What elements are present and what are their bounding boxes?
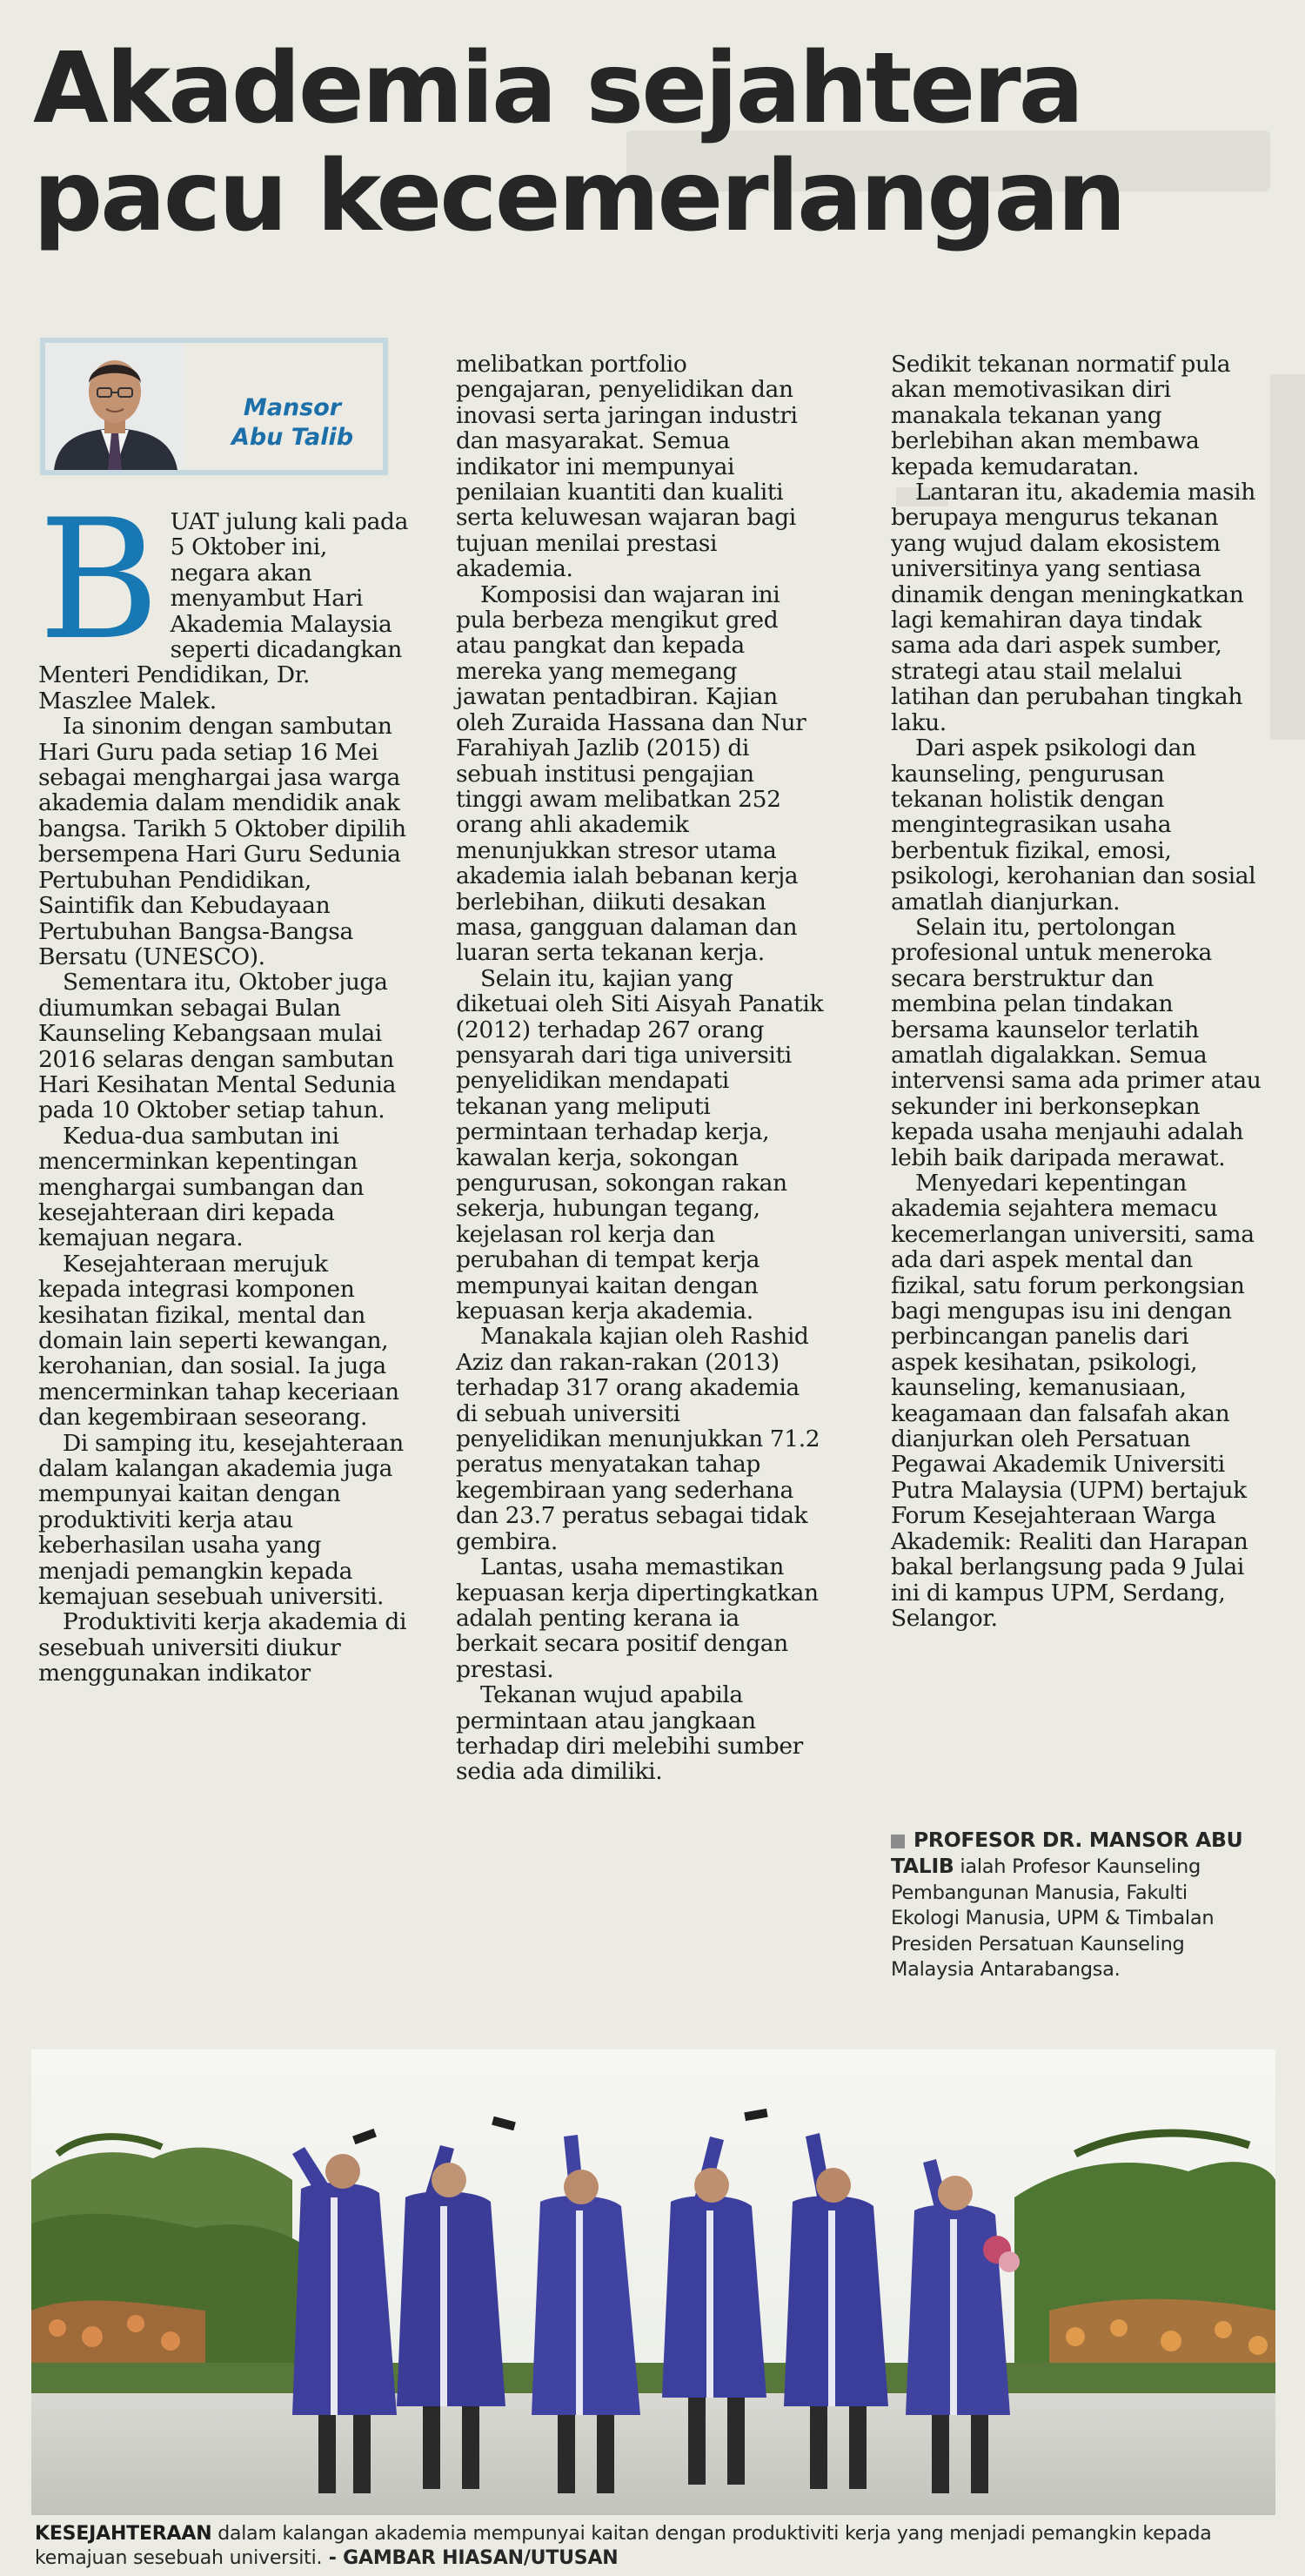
paragraph: Lantas, usaha memastikan kepuasan kerja dipertingkatkan adalah penting kerana ia berkait secara positif dengan prestasi. xyxy=(456,1553,819,1683)
paragraph: Selain itu, pertolongan profesional untuk meneroka secara berstruktur dan membina pelan tindakan bersama kaunselor terlatih amatlah digalakkan. Semua intervensi sama ada primer atau sekunder ini berkonsepkan kepada usaha menjauhi adalah lebih baik daripada merawat. xyxy=(891,913,1262,1171)
paragraph: Tekanan wujud apabila permintaan atau jangkaan terhadap diri melebihi sumber sedia ada dimiliki. xyxy=(456,1681,803,1786)
graduation-photo xyxy=(31,2049,1275,2515)
paragraph: Selain itu, kajian yang diketuai oleh Siti Aisyah Panatik (2012) terhadap 267 orang pensyarah dari tiga universiti penyelidikan mendapati tekanan yang meliputi permintaan terhadap kerja, kawalan kerja, sokongan pengurusan, sokongan rakan sekerja, hubungan tegang, kejelasan rol kerja dan perubahan di tempat kerja mempunyai kaitan dengan kepuasan kerja akademia. xyxy=(456,964,824,1325)
column-2 xyxy=(456,352,826,1785)
author-name xyxy=(205,393,379,453)
drop-cap: B xyxy=(38,484,160,676)
bio-text: ialah Profesor Kaunseling Pembangunan Manusia, Fakulti Ekologi Manusia, UPM & Timbalan Presiden Persatuan Kaunseling Malaysia Antarabangsa. xyxy=(891,1855,1215,1982)
caption-text: dalam kalangan akademia mempunyai kaitan dengan produktiviti kerja yang menjadi pemangkin kepada kemajuan sesebuah universiti. xyxy=(35,2523,1212,2569)
paragraph: Ia sinonim dengan sambutan Hari Guru pada setiap 16 Mei sebagai menghargai jasa warga akademia dalam mendidik anak bangsa. Tarikh 5 Oktober dipilih bersempena Hari Guru Sedunia Pertubuhan Pendidikan, Saintifik dan Kebudayaan Pertubuhan Bangsa-Bangsa Bersatu (UNESCO). xyxy=(38,713,406,970)
author-name-line-1: Mansor xyxy=(243,394,342,421)
paragraph: Sementara itu, Oktober juga diumumkan sebagai Bulan Kaunseling Kebangsaan mulai 2016 selaras dengan sambutan Hari Kesihatan Mental Sedunia pada 10 Oktober setiap tahun. xyxy=(38,969,396,1124)
paragraph: Lantaran itu, akademia masih berupaya mengurus tekanan yang wujud dalam ekosistem universitinya yang sentiasa dinamik dengan meningkatkan lagi kemahiran daya tindak sama ada dari aspek sumber, strategi atau stail melalui latihan dan perubahan tingkah laku. xyxy=(891,479,1255,736)
column-3 xyxy=(891,352,1262,1631)
paragraph: Manakala kajian oleh Rashid Aziz dan rakan-rakan (2013) terhadap 317 orang akademia di sebuah universiti penyelidikan menunjukkan 71.2 peratus menyatakan tahap kegembiraan yang sederhana dan 23.7 peratus sebagai tidak gembira. xyxy=(456,1323,820,1555)
author-name-line-2: Abu Talib xyxy=(231,424,354,451)
paragraph: Produktiviti kerja akademia di sesebuah universiti diukur menggunakan indikator xyxy=(38,1608,407,1687)
headline xyxy=(33,32,1277,253)
caption-credit: - GAMBAR HIASAN/UTUSAN xyxy=(322,2547,619,2569)
author-portrait xyxy=(45,343,184,470)
bio-marker xyxy=(891,1835,905,1848)
byline-box xyxy=(40,338,388,475)
paragraph: Di samping itu, kesejahteraan dalam kalangan akademia juga mempunyai kaitan dengan produktiviti kerja atau keberhasilan usaha yang menjadi pemangkin kepada kemajuan sesebuah universiti. xyxy=(38,1429,404,1611)
headline-line-2: pacu kecemerlangan xyxy=(33,140,1124,253)
headline-line-1: Akademia sejahtera xyxy=(33,32,1082,145)
paragraph: BUAT julung kali pada 5 Oktober ini, negara akan menyambut Hari Akademia Malaysia seperti dicadangkan Menteri Pendidikan, Dr. Maszlee Malek. xyxy=(38,484,408,714)
paragraph: Dari aspek psikologi dan kaunseling, pengurusan tekanan holistik dengan mengintegrasikan usaha berbentuk fizikal, emosi, psikologi, kerohanian dan sosial amatlah dianjurkan. xyxy=(891,735,1256,916)
paragraph: Sedikit tekanan normatif pula akan memotivasikan diri manakala tekanan yang berlebihan akan membawa kepada kemudaratan. xyxy=(891,351,1231,480)
paragraph: Menyedari kepentingan akademia sejahtera memacu kecemerlangan universiti, sama ada dari aspek mental dan fizikal, satu forum perkongsian bagi mengupas isu ini dengan perbincangan panelis dari aspek kesihatan, psikologi, kaunseling, kemanusiaan, keagamaan dan falsafah akan dianjurkan oleh Persatuan Pegawai Akademik Universiti Putra Malaysia (UPM) bertajuk Forum Kesejahteraan Warga Akademik: Realiti dan Harapan bakal berlangsung pada 9 Julai ini di kampus UPM, Serdang, Selangor. xyxy=(891,1170,1255,1632)
paragraph: melibatkan portfolio pengajaran, penyelidikan dan inovasi serta jaringan industri dan masyarakat. Semua indikator ini mempunyai penilaian kuantiti dan kualiti serta keluwesan wajaran bagi tujuan menilai prestasi akademia. xyxy=(456,351,798,583)
paragraph: Kesejahteraan merujuk kepada integrasi komponen kesihatan fizikal, mental dan domain lain seperti kewangan, kerohanian, dan sosial. Ia juga mencerminkan tahap keceriaan dan kegembiraan seseorang. xyxy=(38,1250,399,1432)
photo-caption xyxy=(35,2522,1279,2571)
paragraph: Kedua-dua sambutan ini mencerminkan kepentingan menghargai sumbangan dan kesejahteraan diri kepada kemajuan negara. xyxy=(38,1122,365,1252)
column-1 xyxy=(38,484,409,1687)
author-bio xyxy=(891,1828,1262,1982)
bio-name: PROFESOR DR. MANSOR ABU TALIB xyxy=(891,1828,1243,1879)
paragraph: Komposisi dan wajaran ini pula berbeza mengikut gred atau pangkat dan kepada mereka yang memegang jawatan pentadbiran. Kajian oleh Zuraida Hassana dan Nur Farahiyah Jazlib (2015) di sebuah institusi pengajian tinggi awam melibatkan 252 orang ahli akademik menunjukkan stresor utama akademia ialah bebanan kerja berlebihan, diikuti desakan masa, gangguan dalaman dan luaran serta tekanan kerja. xyxy=(456,580,806,967)
caption-lead: KESEJAHTERAAN xyxy=(35,2523,212,2545)
